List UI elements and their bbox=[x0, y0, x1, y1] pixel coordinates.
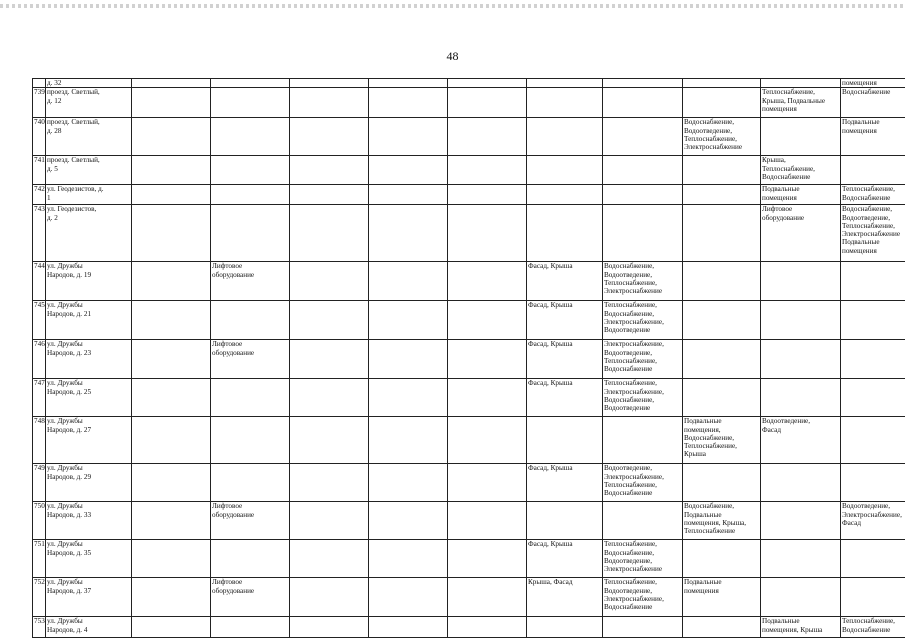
work-type-cell bbox=[448, 185, 527, 205]
repair-schedule-table bbox=[32, 78, 905, 638]
work-type-cell: Подвальные помещения bbox=[761, 185, 841, 205]
work-type-cell bbox=[761, 262, 841, 301]
work-type-cell: Теплоснабжение, Крыша, Подвальные помещения bbox=[761, 88, 841, 118]
work-type-cell: Теплоснабжение, Водоотведение, Электроснабжение, Водоснабжение bbox=[603, 578, 683, 617]
work-type-cell bbox=[527, 205, 603, 262]
work-type-cell: Фасад, Крыша bbox=[527, 301, 603, 340]
work-type-cell bbox=[369, 464, 448, 502]
work-type-cell: Водоотведение, Электроснабжение, Фасад bbox=[841, 502, 905, 540]
work-type-cell bbox=[603, 205, 683, 262]
work-type-cell: Теплоснабжение, Электроснабжение, Водоснабжение, Водоотведение bbox=[603, 379, 683, 417]
work-type-cell bbox=[211, 617, 290, 638]
scan-top-edge bbox=[0, 4, 905, 8]
work-type-cell bbox=[527, 88, 603, 118]
work-type-cell bbox=[290, 262, 369, 301]
work-type-cell: Водоотведение, Фасад bbox=[761, 417, 841, 464]
work-type-cell bbox=[369, 502, 448, 540]
address-cell: ул. Дружбы Народов, д. 27 bbox=[46, 417, 132, 464]
row-number-cell: 742 bbox=[33, 185, 46, 205]
work-type-cell bbox=[211, 540, 290, 578]
row-number-cell: 750 bbox=[33, 502, 46, 540]
work-type-cell bbox=[761, 502, 841, 540]
address-cell: ул. Дружбы Народов, д. 19 bbox=[46, 262, 132, 301]
work-type-cell bbox=[132, 340, 211, 379]
address-cell: проезд. Светлый, д. 28 bbox=[46, 118, 132, 156]
work-type-cell bbox=[448, 156, 527, 185]
work-type-cell bbox=[290, 464, 369, 502]
work-type-cell bbox=[683, 379, 761, 417]
work-type-cell bbox=[841, 340, 905, 379]
work-type-cell bbox=[603, 79, 683, 88]
work-type-cell: Фасад, Крыша bbox=[527, 464, 603, 502]
work-type-cell bbox=[369, 617, 448, 638]
work-type-cell bbox=[761, 79, 841, 88]
work-type-cell bbox=[761, 340, 841, 379]
row-number-cell: 746 bbox=[33, 340, 46, 379]
address-cell: д. 32 bbox=[46, 79, 132, 88]
work-type-cell bbox=[761, 578, 841, 617]
work-type-cell bbox=[841, 379, 905, 417]
work-type-cell bbox=[211, 379, 290, 417]
row-number-cell: 745 bbox=[33, 301, 46, 340]
work-type-cell bbox=[841, 156, 905, 185]
table-row bbox=[33, 540, 905, 578]
work-type-cell bbox=[527, 118, 603, 156]
work-type-cell bbox=[761, 118, 841, 156]
work-type-cell bbox=[683, 79, 761, 88]
work-type-cell bbox=[211, 417, 290, 464]
work-type-cell bbox=[448, 205, 527, 262]
work-type-cell bbox=[369, 185, 448, 205]
row-number-cell: 753 bbox=[33, 617, 46, 638]
work-type-cell bbox=[683, 617, 761, 638]
work-type-cell bbox=[211, 79, 290, 88]
work-type-cell bbox=[683, 464, 761, 502]
table-row bbox=[33, 617, 905, 638]
work-type-cell bbox=[211, 118, 290, 156]
work-type-cell bbox=[448, 340, 527, 379]
work-type-cell bbox=[448, 540, 527, 578]
address-cell: ул. Дружбы Народов, д. 33 bbox=[46, 502, 132, 540]
work-type-cell bbox=[369, 79, 448, 88]
work-type-cell: Водоснабжение bbox=[841, 88, 905, 118]
work-type-cell bbox=[369, 88, 448, 118]
work-type-cell bbox=[369, 578, 448, 617]
table-row bbox=[33, 262, 905, 301]
work-type-cell: Лифтовое оборудование bbox=[211, 578, 290, 617]
work-type-cell bbox=[448, 617, 527, 638]
table-row bbox=[33, 79, 905, 88]
work-type-cell bbox=[132, 379, 211, 417]
address-cell: проезд. Светлый, д. 5 bbox=[46, 156, 132, 185]
work-type-cell bbox=[527, 79, 603, 88]
work-type-cell bbox=[369, 156, 448, 185]
table-row bbox=[33, 185, 905, 205]
work-type-cell bbox=[527, 617, 603, 638]
work-type-cell bbox=[603, 617, 683, 638]
work-type-cell bbox=[132, 540, 211, 578]
work-type-cell bbox=[603, 88, 683, 118]
address-cell: ул. Дружбы Народов, д. 4 bbox=[46, 617, 132, 638]
work-type-cell bbox=[841, 464, 905, 502]
row-number-cell: 744 bbox=[33, 262, 46, 301]
work-type-cell: Подвальные помещения bbox=[841, 118, 905, 156]
work-type-cell bbox=[841, 301, 905, 340]
work-type-cell bbox=[448, 79, 527, 88]
work-type-cell bbox=[683, 540, 761, 578]
work-type-cell bbox=[603, 502, 683, 540]
table-row bbox=[33, 118, 905, 156]
work-type-cell bbox=[761, 540, 841, 578]
work-type-cell bbox=[448, 417, 527, 464]
work-type-cell bbox=[683, 185, 761, 205]
work-type-cell: Подвальные помещения, Водоснабжение, Теплоснабжение, Крыша bbox=[683, 417, 761, 464]
work-type-cell bbox=[290, 417, 369, 464]
table-row bbox=[33, 156, 905, 185]
work-type-cell bbox=[603, 185, 683, 205]
work-type-cell bbox=[369, 301, 448, 340]
work-type-cell: Лифтовое оборудование bbox=[211, 340, 290, 379]
work-type-cell bbox=[290, 540, 369, 578]
work-type-cell bbox=[211, 156, 290, 185]
row-number-cell: 747 bbox=[33, 379, 46, 417]
work-type-cell bbox=[290, 340, 369, 379]
page-number: 48 bbox=[446, 49, 459, 63]
work-type-cell bbox=[290, 379, 369, 417]
work-type-cell bbox=[211, 301, 290, 340]
work-type-cell: Водоснабжение, Подвальные помещения, Крыша, Теплоснабжение bbox=[683, 502, 761, 540]
work-type-cell bbox=[132, 578, 211, 617]
work-type-cell bbox=[683, 262, 761, 301]
work-type-cell bbox=[290, 301, 369, 340]
address-cell: ул. Дружбы Народов, д. 25 bbox=[46, 379, 132, 417]
work-type-cell bbox=[132, 464, 211, 502]
work-type-cell bbox=[132, 79, 211, 88]
address-cell: ул. Дружбы Народов, д. 37 bbox=[46, 578, 132, 617]
work-type-cell: Подвальные помещения bbox=[683, 578, 761, 617]
work-type-cell bbox=[211, 185, 290, 205]
work-type-cell bbox=[448, 464, 527, 502]
work-type-cell bbox=[369, 379, 448, 417]
table-row bbox=[33, 379, 905, 417]
work-type-cell: Фасад, Крыша bbox=[527, 379, 603, 417]
work-type-cell bbox=[683, 205, 761, 262]
work-type-cell bbox=[211, 205, 290, 262]
work-type-cell bbox=[290, 88, 369, 118]
work-type-cell bbox=[683, 340, 761, 379]
work-type-cell bbox=[603, 118, 683, 156]
row-number-cell: 739 bbox=[33, 88, 46, 118]
work-type-cell bbox=[290, 118, 369, 156]
work-type-cell bbox=[603, 156, 683, 185]
work-type-cell bbox=[527, 185, 603, 205]
address-cell: ул. Дружбы Народов, д. 21 bbox=[46, 301, 132, 340]
work-type-cell: Теплоснабжение, Водоснабжение, Электроснабжение, Водоотведение bbox=[603, 301, 683, 340]
work-type-cell: Теплоснабжение, Водоснабжение, Водоотведение, Электроснабжение bbox=[603, 540, 683, 578]
work-type-cell bbox=[448, 502, 527, 540]
work-type-cell bbox=[448, 301, 527, 340]
work-type-cell bbox=[132, 502, 211, 540]
work-type-cell: Водоотведение, Электроснабжение, Теплоснабжение, Водоснабжение bbox=[603, 464, 683, 502]
work-type-cell bbox=[527, 502, 603, 540]
table-row bbox=[33, 502, 905, 540]
work-type-cell bbox=[841, 540, 905, 578]
address-cell: ул. Геодезистов, д. 1 bbox=[46, 185, 132, 205]
table-row bbox=[33, 205, 905, 262]
work-type-cell bbox=[841, 417, 905, 464]
work-type-cell: Теплоснабжение, Водоснабжение bbox=[841, 617, 905, 638]
work-type-cell: Лифтовое оборудование bbox=[211, 502, 290, 540]
row-number-cell bbox=[33, 79, 46, 88]
work-type-cell: Крыша, Теплоснабжение, Водоснабжение bbox=[761, 156, 841, 185]
work-type-cell: Лифтовое оборудование bbox=[211, 262, 290, 301]
work-type-cell: Теплоснабжение, Водоснабжение bbox=[841, 185, 905, 205]
work-type-cell bbox=[132, 185, 211, 205]
work-type-cell bbox=[290, 578, 369, 617]
row-number-cell: 748 bbox=[33, 417, 46, 464]
work-type-cell bbox=[132, 118, 211, 156]
work-type-cell bbox=[290, 617, 369, 638]
work-type-cell bbox=[132, 88, 211, 118]
row-number-cell: 749 bbox=[33, 464, 46, 502]
work-type-cell: Электроснабжение, Водоотведение, Теплоснабжение, Водоснабжение bbox=[603, 340, 683, 379]
row-number-cell: 741 bbox=[33, 156, 46, 185]
work-type-cell: Водоснабжение, Водоотведение, Теплоснабжение, Электроснабжение bbox=[683, 118, 761, 156]
address-cell: ул. Геодезистов, д. 2 bbox=[46, 205, 132, 262]
work-type-cell bbox=[761, 301, 841, 340]
table-row bbox=[33, 417, 905, 464]
work-type-cell bbox=[527, 417, 603, 464]
work-type-cell bbox=[132, 617, 211, 638]
work-type-cell bbox=[683, 156, 761, 185]
work-type-cell: Лифтовое оборудование bbox=[761, 205, 841, 262]
work-type-cell: Фасад, Крыша bbox=[527, 540, 603, 578]
table-row bbox=[33, 340, 905, 379]
work-type-cell bbox=[369, 118, 448, 156]
work-type-cell bbox=[132, 301, 211, 340]
work-type-cell bbox=[369, 340, 448, 379]
work-type-cell bbox=[369, 262, 448, 301]
work-type-cell bbox=[132, 262, 211, 301]
table-row bbox=[33, 464, 905, 502]
work-type-cell bbox=[761, 464, 841, 502]
table-row bbox=[33, 301, 905, 340]
row-number-cell: 751 bbox=[33, 540, 46, 578]
work-type-cell: помещения bbox=[841, 79, 905, 88]
work-type-cell bbox=[841, 262, 905, 301]
work-type-cell: Фасад, Крыша bbox=[527, 262, 603, 301]
address-cell: ул. Дружбы Народов, д. 23 bbox=[46, 340, 132, 379]
work-type-cell bbox=[290, 156, 369, 185]
work-type-cell: Водоснабжение, Водоотведение, Теплоснабжение, Электроснабжение Подвальные помещения bbox=[841, 205, 905, 262]
row-number-cell: 752 bbox=[33, 578, 46, 617]
work-type-cell bbox=[603, 417, 683, 464]
work-type-cell: Водоснабжение, Водоотведение, Теплоснабжение, Электроснабжение bbox=[603, 262, 683, 301]
work-type-cell bbox=[290, 502, 369, 540]
work-type-cell: Фасад, Крыша bbox=[527, 340, 603, 379]
work-type-cell bbox=[369, 540, 448, 578]
work-type-cell bbox=[211, 88, 290, 118]
row-number-cell: 740 bbox=[33, 118, 46, 156]
work-type-cell bbox=[448, 578, 527, 617]
address-cell: проезд. Светлый, д. 12 bbox=[46, 88, 132, 118]
work-type-cell bbox=[448, 379, 527, 417]
work-type-cell: Крыша, Фасад bbox=[527, 578, 603, 617]
work-type-cell bbox=[290, 205, 369, 262]
table-row bbox=[33, 88, 905, 118]
work-type-cell bbox=[448, 118, 527, 156]
work-type-cell bbox=[290, 79, 369, 88]
work-type-cell: Подвальные помещения, Крыша bbox=[761, 617, 841, 638]
work-type-cell bbox=[132, 156, 211, 185]
table-row bbox=[33, 578, 905, 617]
work-type-cell bbox=[369, 205, 448, 262]
work-type-cell bbox=[683, 301, 761, 340]
work-type-cell bbox=[132, 417, 211, 464]
work-type-cell bbox=[448, 88, 527, 118]
work-type-cell bbox=[290, 185, 369, 205]
work-type-cell bbox=[683, 88, 761, 118]
work-type-cell bbox=[448, 262, 527, 301]
work-type-cell bbox=[369, 417, 448, 464]
work-type-cell bbox=[527, 156, 603, 185]
work-type-cell bbox=[761, 379, 841, 417]
address-cell: ул. Дружбы Народов, д. 29 bbox=[46, 464, 132, 502]
work-type-cell bbox=[841, 578, 905, 617]
row-number-cell: 743 bbox=[33, 205, 46, 262]
address-cell: ул. Дружбы Народов, д. 35 bbox=[46, 540, 132, 578]
work-type-cell bbox=[211, 464, 290, 502]
work-type-cell bbox=[132, 205, 211, 262]
